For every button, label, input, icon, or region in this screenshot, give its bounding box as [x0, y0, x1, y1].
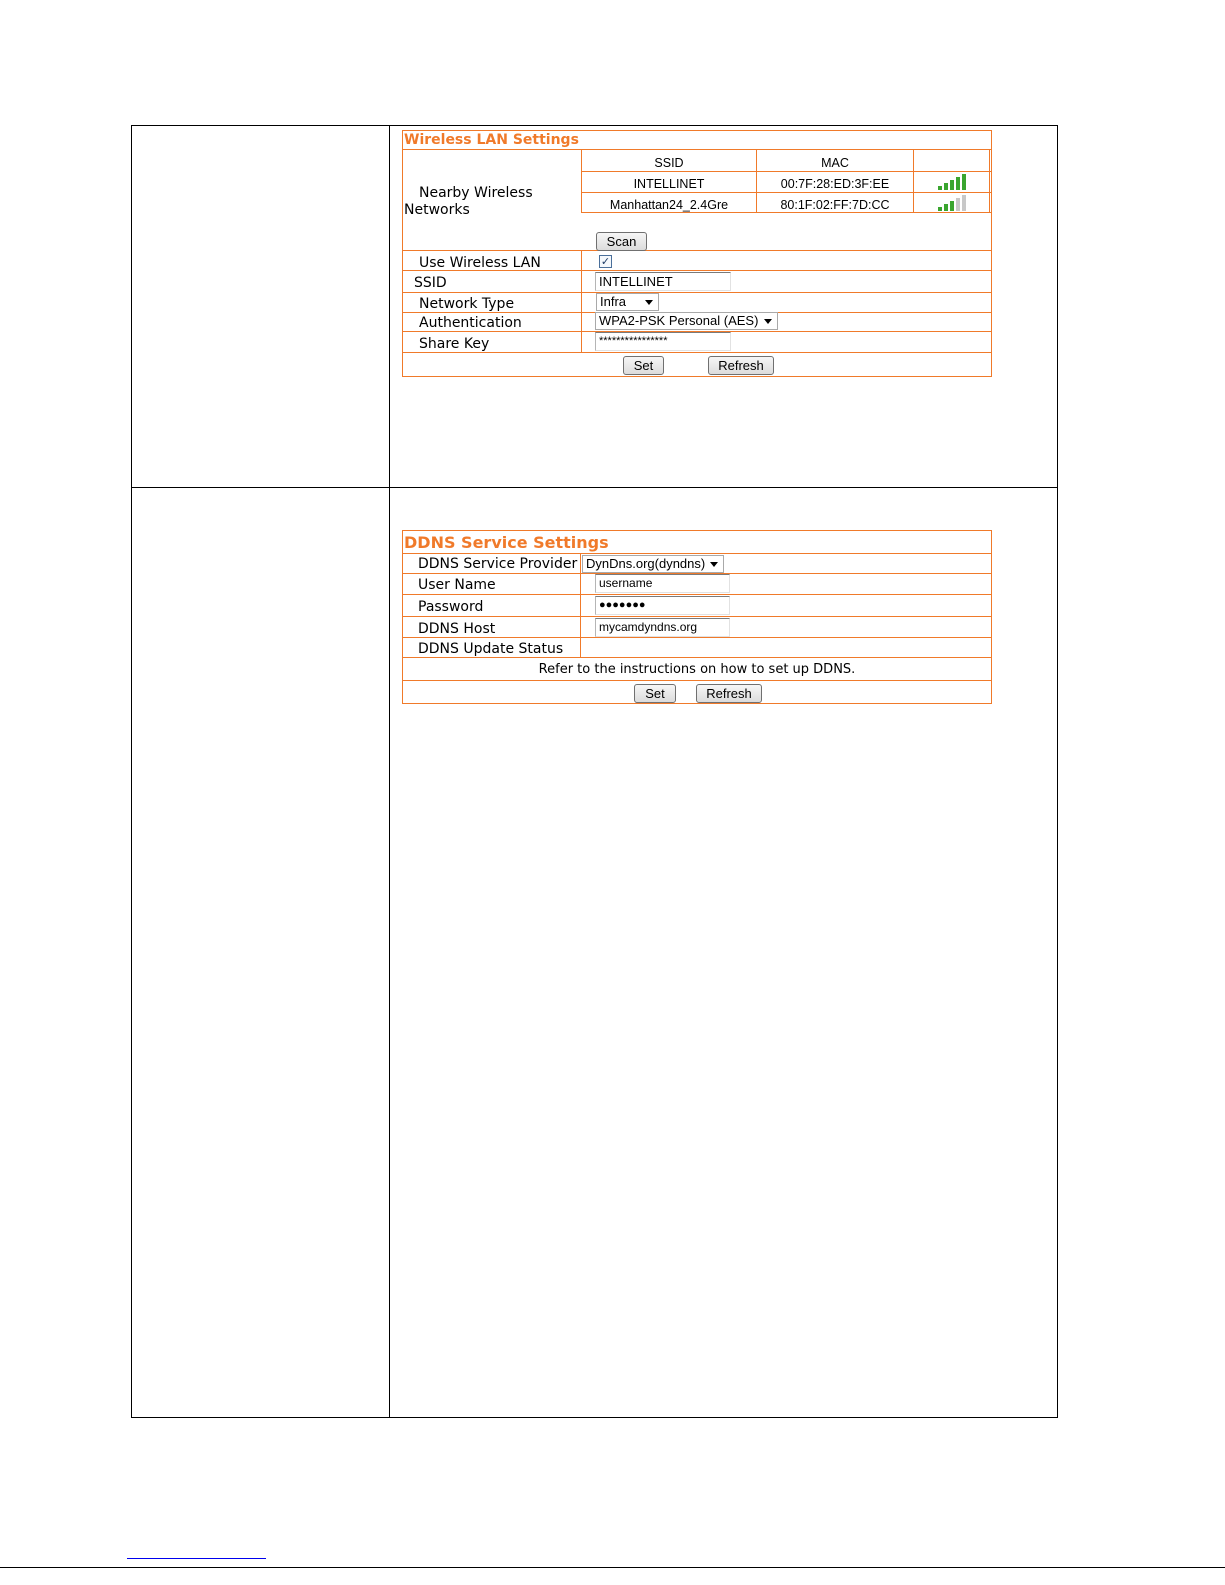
ddns-update-status-label: DDNS Update Status — [418, 641, 564, 657]
signal-strength-icon — [938, 195, 966, 211]
signal-bar — [962, 195, 966, 211]
username-input[interactable]: username — [595, 574, 730, 593]
chevron-down-icon — [710, 562, 718, 567]
use-wireless-lan-label: Use Wireless LAN — [419, 255, 541, 271]
chevron-down-icon — [645, 300, 653, 305]
scan-button[interactable]: Scan — [596, 232, 647, 251]
ddns-provider-label: DDNS Service Provider — [418, 556, 578, 572]
authentication-select[interactable] — [595, 312, 778, 330]
signal-bar — [950, 180, 954, 190]
ddns-provider-select[interactable] — [582, 555, 724, 573]
share-key-label: Share Key — [419, 336, 490, 352]
signal-bar — [962, 174, 966, 190]
signal-bar — [950, 201, 954, 211]
table-column-divider — [389, 125, 390, 1418]
signal-bar — [944, 204, 948, 211]
footnote-link[interactable] — [127, 1558, 266, 1559]
network-type-select[interactable] — [596, 293, 659, 311]
network-mac: 00:7F:28:ED:3F:EE — [780, 177, 890, 191]
share-key-input[interactable]: **************** — [595, 332, 731, 351]
wireless-lan-panel — [402, 130, 992, 377]
signal-bar — [944, 183, 948, 190]
network-mac: 80:1F:02:FF:7D:CC — [780, 198, 890, 212]
password-input[interactable]: ●●●●●●● — [595, 596, 730, 615]
signal-bar — [938, 207, 942, 211]
set-button[interactable]: Set — [623, 356, 664, 375]
panel-title: Wireless LAN Settings — [404, 132, 579, 148]
ddns-host-input[interactable]: mycamdyndns.org — [595, 618, 730, 637]
use-wireless-lan-checkbox[interactable]: ✓ — [600, 255, 611, 268]
nearby-networks-label: Nearby Wireless Networks — [404, 185, 533, 218]
refresh-button[interactable]: Refresh — [696, 684, 762, 703]
column-header-mac: MAC — [821, 156, 849, 170]
table-row-divider — [131, 487, 1058, 488]
network-type-value: Infra — [600, 294, 627, 309]
authentication-value: WPA2-PSK Personal (AES) — [599, 313, 759, 328]
username-label: User Name — [418, 577, 496, 593]
signal-bar — [938, 186, 942, 190]
network-ssid: Manhattan24_2.4Gre — [609, 198, 729, 212]
authentication-label: Authentication — [419, 315, 522, 331]
signal-strength-icon — [938, 174, 966, 190]
column-header-ssid: SSID — [654, 156, 684, 170]
set-button[interactable]: Set — [634, 684, 676, 703]
ddns-provider-value: DynDns.org(dyndns) — [586, 556, 706, 571]
panel-title: DDNS Service Settings — [404, 533, 609, 552]
signal-bar — [956, 198, 960, 211]
ssid-label: SSID — [414, 275, 447, 291]
ddns-instructions: Refer to the instructions on how to set up DDNS. — [538, 662, 856, 677]
refresh-button[interactable]: Refresh — [708, 356, 774, 375]
footer-divider — [0, 1567, 1225, 1568]
password-label: Password — [418, 599, 484, 615]
ddns-panel — [402, 530, 992, 704]
chevron-down-icon — [764, 319, 772, 324]
ssid-input[interactable]: INTELLINET — [595, 272, 731, 291]
network-type-label: Network Type — [419, 296, 515, 312]
signal-bar — [956, 177, 960, 190]
network-ssid: INTELLINET — [633, 177, 705, 191]
ddns-host-label: DDNS Host — [418, 621, 496, 637]
